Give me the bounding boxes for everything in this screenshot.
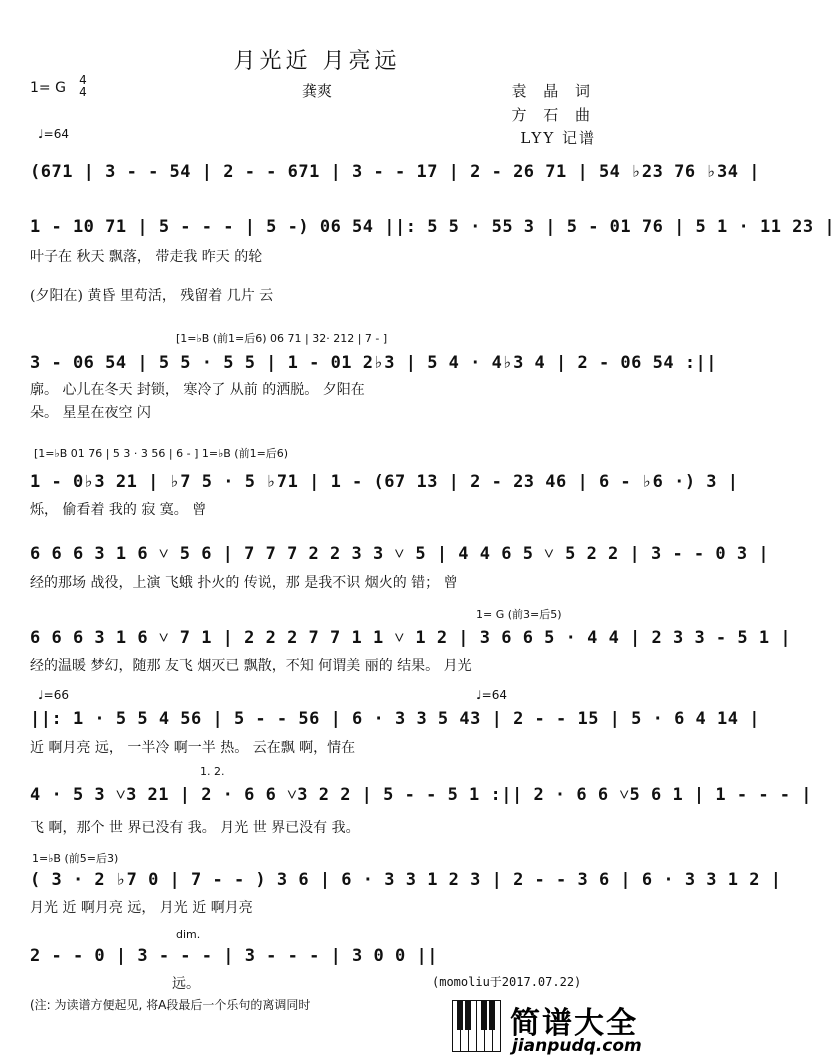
lyric-line-10: 远。 — [172, 976, 200, 992]
score-line-5: 6 6 6 3 1 6 ˅ 5 6 | 7 7 7 2 2 3 3 ˅ 5 | 4 4 6 5 ˅ 5 2 2 | 3 - - 0 3 | — [30, 544, 770, 564]
score-line-6: 6 6 6 3 1 6 ˅ 7 1 | 2 2 2 7 7 1 1 ˅ 1 2 | 3 6 6 5 · 4 4 | 2 3 3 - 5 1 | — [30, 628, 792, 648]
tempo-mark-64: ♩=64 — [476, 688, 507, 702]
score-line-10: 2 - - 0 | 3 - - - | 3 - - - | 3 0 0 || — [30, 946, 438, 966]
key-change-line-9: 1=♭B (前5=后3) — [32, 852, 119, 865]
logo-text: 简谱大全 — [510, 1006, 638, 1041]
logo-url: jianpudq.com — [512, 1036, 642, 1056]
score-line-3: 3 - 06 54 | 5 5 · 5 5 | 1 - 01 2♭3 | 5 4 · 4♭3 4 | 2 - 06 54 :|| — [30, 353, 718, 373]
lyric-line-3b: 朵。 星星在夜空 闪 — [30, 405, 151, 421]
footnote: (注: 为读谱方便起见, 将A段最后一个乐句的离调同时 — [30, 998, 311, 1012]
lyric-line-7: 近 啊月亮 远， 一半冷 啊一半 热。 云在飘 啊，情在 — [30, 740, 356, 756]
time-signature — [76, 74, 90, 98]
volta-marker-line-3: [1=♭B (前1=后6) 06 71 | 32· 212 | 7 - ] — [176, 332, 388, 345]
lyric-line-9: 月光 近 啊月亮 远， 月光 近 啊月亮 — [30, 900, 253, 916]
volta-marker-line-8: 1. 2. — [200, 765, 225, 778]
key-change-line-6: 1= G (前3=后5) — [476, 608, 562, 621]
tempo-mark-66: ♩=66 — [38, 688, 69, 702]
key-signature: 1= G — [30, 80, 66, 96]
transcriber-signature: (momoliu于2017.07.22) — [432, 975, 582, 989]
lyric-line-8: 飞 啊，那个 世 界已没有 我。 月光 世 界已没有 我。 — [30, 820, 360, 836]
transcriber: LYY 记谱 — [520, 129, 596, 147]
lyricist: 袁 晶 词 — [511, 82, 596, 100]
score-line-8: 4 · 5 3 ˅3 21 | 2 · 6 6 ˅3 2 2 | 5 - - 5 1 :|| 2 · 6 6 ˅5 6 1 | 1 - - - | — [30, 785, 813, 805]
tempo-mark: ♩=64 — [38, 127, 69, 141]
lyric-line-2a: 叶子在 秋天 飘落， 带走我 昨天 的轮 — [30, 249, 263, 265]
time-sig-top: 4 — [79, 73, 87, 87]
piano-keys-icon — [452, 1000, 504, 1052]
score-line-9: ( 3 · 2 ♭7 0 | 7 - - ) 3 6 | 6 · 3 3 1 2 3 | 2 - - 3 6 | 6 · 3 3 1 2 | — [30, 870, 782, 890]
score-line-7: ||: 1 · 5 5 4 56 | 5 - - 56 | 6 · 3 3 5 43 | 2 - - 15 | 5 · 6 4 14 | — [30, 709, 760, 729]
song-title: 月光近 月亮远 — [233, 49, 401, 74]
score-line-1: (671 | 3 - - 54 | 2 - - 671 | 3 - - 17 | 2 - 26 71 | 54 ♭23 76 ♭34 | — [30, 162, 760, 182]
score-line-2: 1 - 10 71 | 5 - - - | 5 -) 06 54 ||: 5 5 · 55 3 | 5 - 01 76 | 5 1 · 11 23 | — [30, 217, 835, 237]
volta-marker-line-4: [1=♭B 01 76 | 5 3 · 3 56 | 6 - ] 1=♭B (前1=后6) — [34, 447, 289, 460]
lyric-line-3a: 廓。 心儿在冬天 封锁， 寒冷了 从前 的洒脱。 夕阳在 — [30, 382, 365, 398]
lyric-line-6: 经的温暖 梦幻，随那 友飞 烟灭已 飘散，不知 何谓美 丽的 结果。 月光 — [30, 658, 472, 674]
lyric-line-4: 烁， 偷看着 我的 寂 寞。 曾 — [30, 502, 207, 518]
site-logo — [452, 996, 642, 1059]
composer: 方 石 曲 — [511, 106, 596, 124]
singer-name: 龚爽 — [301, 82, 332, 100]
dim-marking: dim. — [176, 928, 201, 941]
score-line-4: 1 - 0♭3 21 | ♭7 5 · 5 ♭71 | 1 - (67 13 | 2 - 23 46 | 6 - ♭6 ·) 3 | — [30, 472, 739, 492]
time-sig-bottom: 4 — [79, 85, 87, 99]
lyric-line-2b: (夕阳在) 黄昏 里苟活， 残留着 几片 云 — [30, 288, 274, 304]
lyric-line-5: 经的那场 战役，上演 飞蛾 扑火的 传说，那 是我不识 烟火的 错； 曾 — [30, 575, 458, 591]
